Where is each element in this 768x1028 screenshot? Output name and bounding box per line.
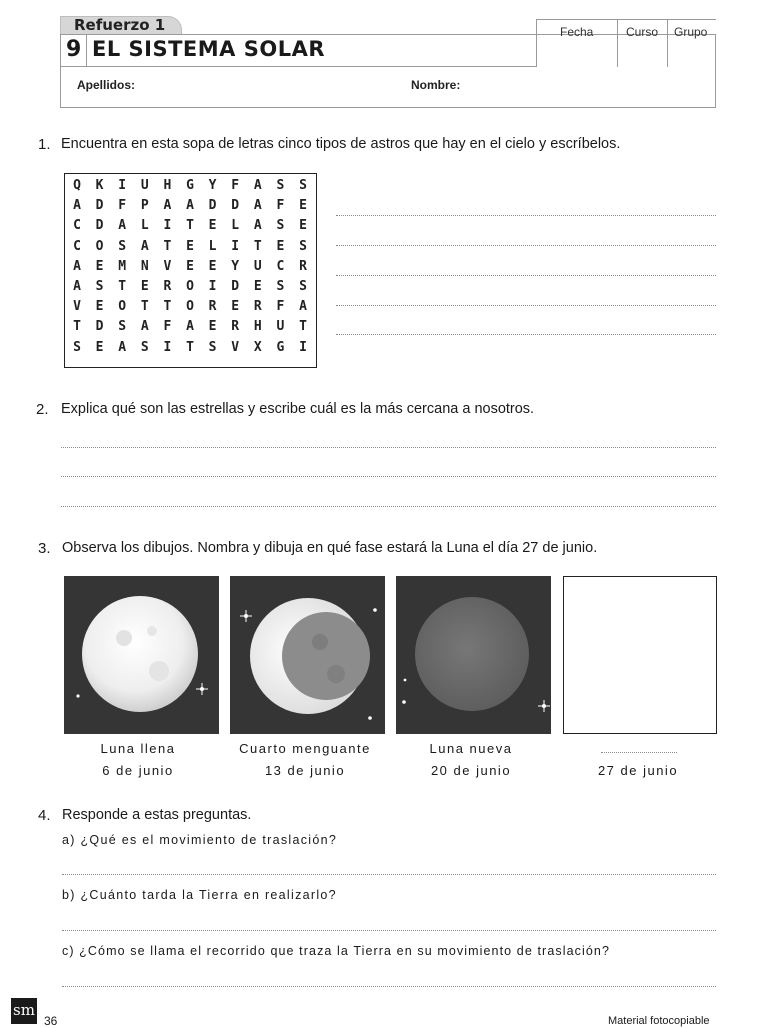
grid-letter[interactable]: D (231, 198, 240, 214)
grid-letter[interactable]: X (253, 339, 262, 355)
grid-letter[interactable]: A (140, 319, 149, 335)
grid-letter[interactable]: D (95, 319, 104, 335)
grid-letter[interactable]: O (118, 299, 127, 315)
q4c-text: c) ¿Cómo se llama el recorrido que traza la Tierra en su movimiento de traslación? (62, 944, 611, 958)
grid-letter[interactable]: E (299, 218, 307, 234)
footer-note: Material fotocopiable (608, 1015, 710, 1027)
q4-number: 4. (38, 807, 51, 824)
grid-letter[interactable]: R (299, 258, 307, 274)
phase-date-new-moon: 20 de junio (430, 763, 512, 778)
new-moon-image (396, 576, 551, 734)
grid-letter[interactable]: S (208, 339, 217, 355)
phase-date-answer: 27 de junio (597, 763, 679, 778)
grid-letter[interactable]: T (253, 238, 262, 254)
grid-letter[interactable]: E (95, 258, 104, 274)
unit-title: EL SISTEMA SOLAR (92, 37, 326, 61)
grid-letter[interactable]: A (118, 218, 127, 234)
grid-letter[interactable]: K (95, 178, 104, 193)
grid-letter[interactable]: P (140, 198, 149, 214)
page-number: 36 (44, 1014, 58, 1028)
answer-line[interactable] (61, 476, 716, 477)
grid-letter[interactable]: E (253, 279, 262, 294)
grid-letter[interactable]: E (186, 258, 194, 274)
grid-letter[interactable]: F (118, 198, 127, 214)
grid-letter[interactable]: V (163, 258, 172, 274)
grid-letter[interactable]: I (118, 178, 127, 193)
grid-letter[interactable]: T (186, 339, 194, 355)
q2-text: Explica qué son las estrellas y escribe cuál es la más cercana a nosotros. (61, 401, 535, 417)
grid-letter[interactable]: S (276, 178, 285, 193)
answer-line[interactable] (61, 447, 716, 448)
q4-text: Responde a estas preguntas. (62, 807, 252, 823)
grid-letter[interactable]: S (299, 178, 307, 193)
grid-letter[interactable]: E (299, 198, 307, 214)
grid-letter[interactable]: E (95, 299, 104, 315)
q1-number: 1. (38, 136, 51, 153)
apellidos-label: Apellidos: (77, 78, 136, 92)
q2-number: 2. (36, 401, 49, 418)
grid-letter[interactable]: S (73, 339, 81, 355)
waning-quarter-moon-image (230, 576, 385, 734)
q3-text: Observa los dibujos. Nombra y dibuja en qué fase estará la Luna el día 27 de junio. (62, 540, 598, 556)
grid-letter[interactable]: F (276, 299, 285, 315)
grid-letter[interactable]: A (186, 319, 194, 335)
grid-letter[interactable]: A (73, 258, 81, 274)
grid-letter[interactable]: S (276, 279, 285, 294)
meta-top-border (536, 19, 716, 20)
answer-line[interactable] (62, 874, 716, 875)
phase-date-full-moon: 6 de junio (102, 763, 174, 778)
grid-letter[interactable]: A (73, 198, 81, 214)
worksheet-type-label: Refuerzo 1 (74, 16, 166, 34)
grid-letter[interactable]: A (299, 299, 307, 315)
grid-letter[interactable]: S (118, 319, 127, 335)
answer-line[interactable] (336, 245, 716, 246)
grid-letter[interactable]: D (231, 279, 240, 294)
grid-letter[interactable]: U (253, 258, 262, 274)
q3-number: 3. (38, 540, 51, 557)
phase-date-waning-quarter: 13 de junio (264, 763, 346, 778)
grid-letter[interactable]: S (299, 238, 307, 254)
grid-letter[interactable]: C (73, 218, 81, 234)
grid-letter[interactable]: T (118, 279, 127, 294)
grid-letter[interactable]: D (208, 198, 217, 214)
grid-letter[interactable]: T (73, 319, 81, 335)
grid-letter[interactable]: S (140, 339, 149, 355)
grid-letter[interactable]: S (276, 218, 285, 234)
meta-divider (617, 19, 618, 67)
curso-label: Curso (626, 25, 659, 39)
full-moon-image (64, 576, 219, 734)
unit-number: 9 (66, 37, 82, 62)
grid-letter[interactable]: Y (231, 258, 240, 274)
grid-letter[interactable]: O (186, 299, 194, 315)
grid-letter[interactable]: T (163, 238, 172, 254)
grid-letter[interactable]: E (231, 299, 240, 315)
grid-letter[interactable]: T (140, 299, 149, 315)
grid-letter[interactable]: R (163, 279, 172, 294)
answer-line[interactable] (61, 506, 716, 507)
grid-letter[interactable]: E (140, 279, 149, 294)
unit-number-separator (86, 35, 87, 66)
grid-letter[interactable]: S (95, 279, 104, 294)
answer-line[interactable] (62, 986, 716, 987)
q4a-text: a) ¿Qué es el movimiento de traslación? (62, 833, 338, 847)
draw-moon-box[interactable] (563, 576, 717, 734)
grid-letter[interactable]: R (231, 319, 240, 335)
publisher-logo: sm (11, 998, 37, 1024)
grid-letter[interactable]: L (208, 238, 217, 254)
grid-letter[interactable]: H (253, 319, 262, 335)
grid-letter[interactable]: V (73, 299, 81, 315)
grid-letter[interactable]: E (208, 258, 217, 274)
grid-letter[interactable]: A (253, 178, 262, 193)
grid-letter[interactable]: D (95, 218, 104, 234)
grid-letter[interactable]: G (186, 178, 194, 193)
grid-letter[interactable]: L (140, 218, 149, 234)
grid-letter[interactable]: R (208, 299, 217, 315)
grid-letter[interactable]: E (276, 238, 285, 254)
grid-letter[interactable]: O (95, 238, 104, 254)
header-divider (60, 66, 536, 67)
phase-name-full-moon: Luna llena (100, 741, 176, 756)
meta-divider (667, 19, 668, 67)
grid-letter[interactable]: H (163, 178, 172, 193)
grupo-label: Grupo (674, 25, 708, 39)
grid-letter[interactable]: I (163, 339, 172, 355)
grid-letter[interactable]: A (163, 198, 172, 214)
grid-letter[interactable]: A (118, 339, 127, 355)
grid-letter[interactable]: A (140, 238, 149, 254)
grid-letter[interactable]: I (163, 218, 172, 234)
answer-line[interactable] (336, 305, 716, 306)
grid-letter[interactable]: V (231, 339, 240, 355)
grid-letter[interactable]: A (253, 218, 262, 234)
grid-letter[interactable]: E (208, 218, 217, 234)
grid-letter[interactable]: C (73, 238, 81, 254)
fecha-label: Fecha (560, 25, 594, 39)
meta-divider (536, 19, 537, 67)
grid-letter[interactable]: E (186, 238, 194, 254)
phase-name-answer-line[interactable] (601, 752, 677, 753)
grid-letter[interactable]: E (95, 339, 104, 355)
grid-letter[interactable]: U (276, 319, 285, 335)
grid-letter[interactable]: S (299, 279, 307, 294)
grid-letter[interactable]: I (299, 339, 307, 355)
grid-letter[interactable]: G (276, 339, 285, 355)
answer-line[interactable] (336, 334, 716, 335)
grid-letter[interactable]: F (231, 178, 240, 193)
answer-line[interactable] (336, 275, 716, 276)
grid-letter[interactable]: E (208, 319, 217, 335)
grid-letter[interactable]: D (95, 198, 104, 214)
grid-letter[interactable]: A (186, 198, 194, 214)
grid-letter[interactable]: O (186, 279, 194, 294)
phase-name-new-moon: Luna nueva (429, 741, 513, 756)
word-search-grid (64, 173, 317, 368)
grid-letter[interactable]: R (253, 299, 262, 315)
grid-letter[interactable]: A (73, 279, 81, 294)
grid-letter[interactable]: T (299, 319, 307, 335)
grid-letter[interactable]: L (231, 218, 240, 234)
q1-text: Encuentra en esta sopa de letras cinco tipos de astros que hay en el cielo y escríbelos. (61, 136, 621, 152)
grid-letter[interactable]: F (276, 198, 285, 214)
grid-letter[interactable]: Y (208, 178, 217, 193)
q4b-text: b) ¿Cuánto tarda la Tierra en realizarlo? (62, 888, 337, 902)
grid-letter[interactable]: F (163, 319, 172, 335)
grid-letter[interactable]: M (118, 258, 127, 274)
answer-line[interactable] (62, 930, 716, 931)
grid-letter[interactable]: I (231, 238, 240, 254)
grid-letter[interactable]: C (276, 258, 285, 274)
grid-letter[interactable]: A (253, 198, 262, 214)
grid-letter[interactable]: Q (73, 178, 81, 193)
grid-letter[interactable]: T (163, 299, 172, 315)
grid-letter[interactable]: U (140, 178, 149, 193)
answer-line[interactable] (336, 215, 716, 216)
nombre-label: Nombre: (411, 78, 461, 92)
grid-letter[interactable]: I (208, 279, 217, 294)
grid-letter[interactable]: T (186, 218, 194, 234)
grid-letter[interactable]: S (118, 238, 127, 254)
phase-name-waning-quarter: Cuarto menguante (239, 741, 371, 756)
grid-letter[interactable]: N (140, 258, 149, 274)
